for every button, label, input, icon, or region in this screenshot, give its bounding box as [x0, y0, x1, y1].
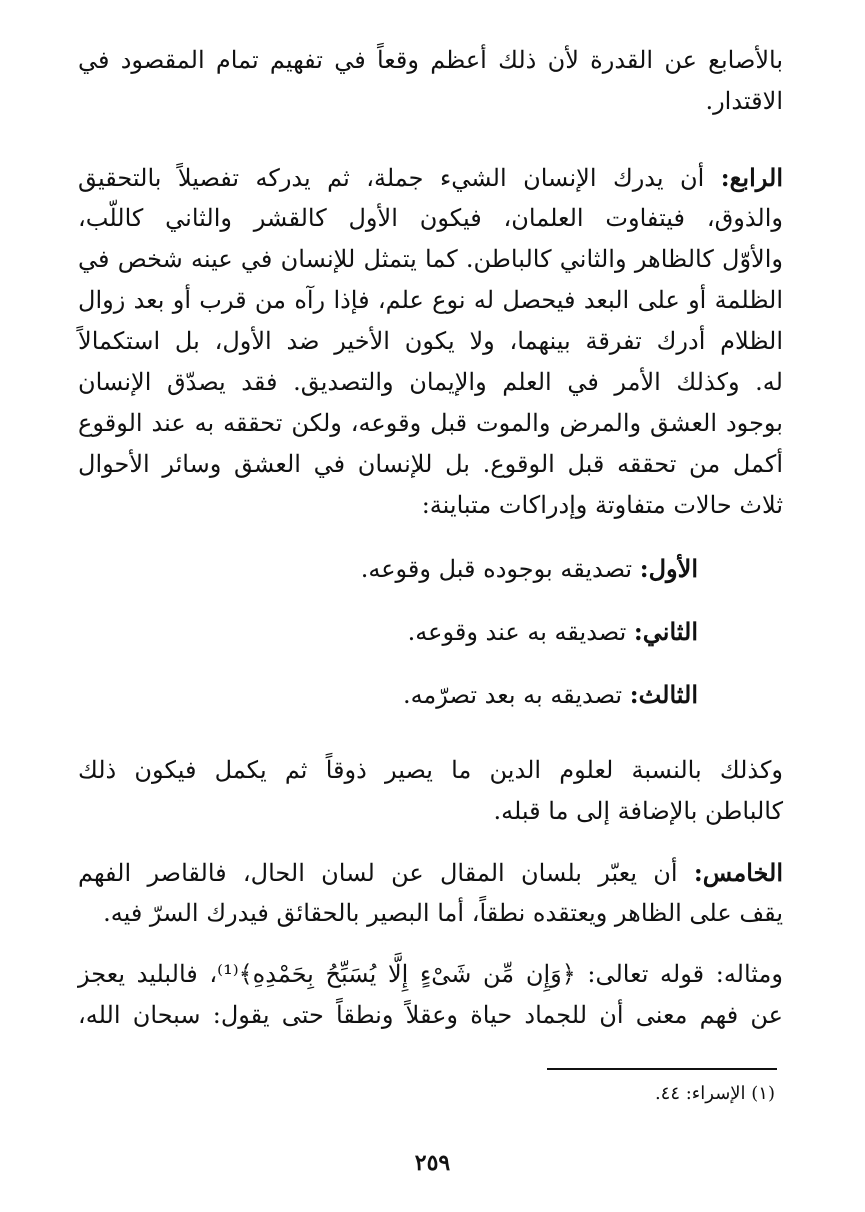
text-line: ثلاث حالات متفاوتة وإدراكات متباينة: — [421, 491, 783, 519]
paragraph-khamis — [78, 852, 783, 934]
footnote-divider — [547, 1068, 777, 1070]
text-line: ومثاله: قوله تعالى: ﴿وَإِن مِّن شَىْءٍ إِلَّا يُسَبِّحُ بِحَمْدِهِ﴾⁽¹⁾، فالبليد يعجز — [78, 960, 783, 988]
text-line: بالأصابع عن القدرة لأن ذلك أعظم وقعاً في تفهيم تمام المقصود في — [78, 46, 783, 74]
text-line: والأوّل كالظاهر والثاني كالباطن. كما يتمثل للإنسان في عينه شخص في — [78, 245, 783, 273]
paragraph-1 — [78, 40, 783, 122]
text-line: والذوق، فيتفاوت العلمان، فيكون الأول كالقشر والثاني كاللّب، — [78, 204, 783, 232]
paragraph-rabi — [78, 157, 783, 526]
footnote: (١) الإسراء: ٤٤. — [654, 1083, 775, 1104]
item-label: الثاني: — [633, 617, 698, 646]
text-line: الظلام أدرك تفرقة بينهما، ولا يكون الأخير ضد الأول، بل استكمالاً — [78, 327, 783, 355]
section-heading: الخامس: — [693, 858, 783, 887]
text-line: عن فهم معنى أن للجماد حياة وعقلاً ونطقاً حتى يقول: سبحان الله، — [78, 1001, 783, 1029]
page-number: ٢٥٩ — [414, 1150, 451, 1176]
text-line: أن يدرك الإنسان الشيء جملة، ثم يدركه تفصيلاً بالتحقيق — [78, 164, 721, 192]
page-body — [78, 40, 783, 1036]
item-text: تصديقه به بعد تصرّمه. — [402, 681, 630, 709]
paragraph-example — [78, 954, 783, 1036]
item-label: الأول: — [639, 554, 698, 583]
text-line: بوجود العشق والمرض والموت قبل وقوعه، ولكن تحققه به عند الوقوع — [78, 409, 783, 437]
section-heading: الرابع: — [720, 163, 783, 192]
text-line: أن يعبّر بلسان المقال عن لسان الحال، فالقاصر الفهم — [78, 859, 694, 887]
paragraph-3 — [78, 750, 783, 832]
list-item — [78, 674, 783, 715]
text-line: الاقتدار. — [705, 87, 783, 115]
item-text: تصديقه بوجوده قبل وقوعه. — [360, 555, 640, 583]
text-line: وكذلك بالنسبة لعلوم الدين ما يصير ذوقاً ثم يكمل فيكون ذلك — [78, 756, 783, 784]
list-items — [78, 548, 783, 715]
list-item — [78, 548, 783, 589]
text-line: الظلمة أو على البعد فيحصل له نوع علم، فإذا رآه من قرب أو بعد زوال — [78, 286, 783, 314]
text-line: كالباطن بالإضافة إلى ما قبله. — [493, 797, 783, 825]
text-line: يقف على الظاهر ويعتقده نطقاً، أما البصير بالحقائق فيدرك السرّ فيه. — [103, 899, 783, 927]
item-label: الثالث: — [629, 680, 698, 709]
item-text: تصديقه به عند وقوعه. — [407, 618, 634, 646]
text-line: له. وكذلك الأمر في العلم والإيمان والتصديق. فقد يصدّق الإنسان — [78, 368, 783, 396]
text-line: أكمل من تحققه قبل الوقوع. بل للإنسان في العشق وسائر الأحوال — [78, 450, 783, 478]
list-item — [78, 611, 783, 652]
